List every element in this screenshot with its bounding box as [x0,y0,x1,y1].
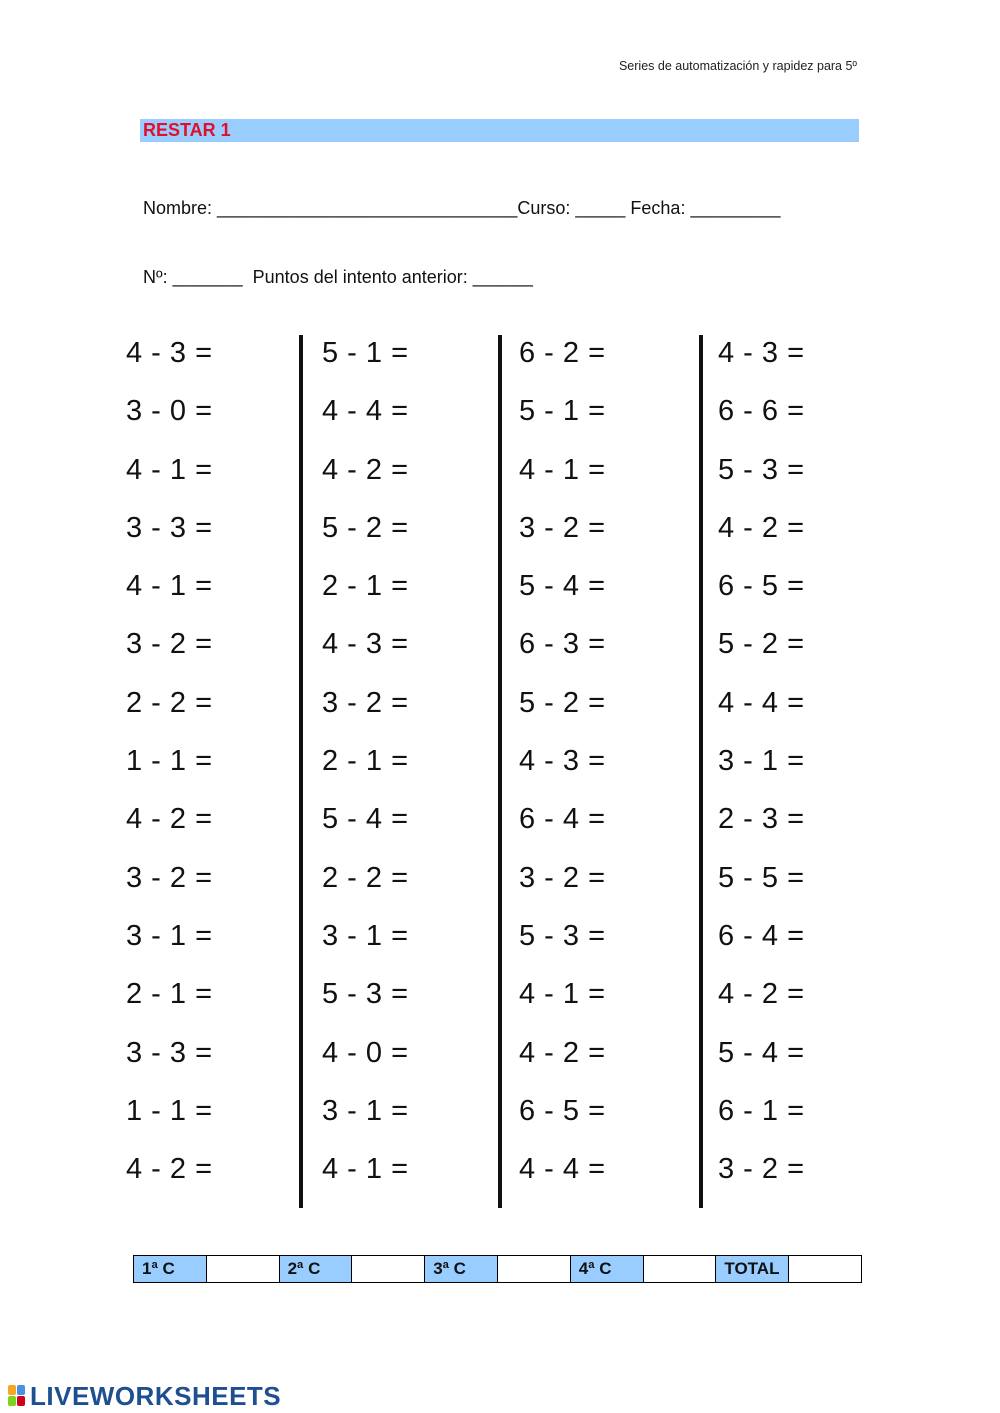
subtraction-exercise: 6 - 2 = [519,337,606,369]
subtraction-exercise: 4 - 0 = [322,1036,409,1069]
score-label-2: 2ª C [279,1256,352,1283]
subtraction-exercise: 5 - 2 = [322,511,409,544]
subtraction-exercise: 4 - 1 = [126,570,213,603]
subtraction-exercise: 4 - 2 = [126,1153,213,1186]
score-label-3: 3ª C [425,1256,498,1283]
score-cell-2[interactable] [352,1256,425,1283]
score-cell-4[interactable] [643,1256,716,1283]
subtraction-exercise: 4 - 3 = [322,628,409,661]
subtraction-exercise: 2 - 1 = [322,745,409,778]
title-bar [140,119,859,142]
exercise-column-1 [126,330,213,1204]
score-cell-total[interactable] [789,1256,862,1283]
score-label-4: 4ª C [570,1256,643,1283]
subtraction-exercise: 2 - 1 = [126,978,213,1011]
subtraction-exercise: 3 - 1 = [322,919,409,952]
subtraction-exercise: 5 - 1 = [519,395,606,428]
subtraction-exercise: 4 - 1 = [519,978,606,1011]
subtraction-exercise: 2 - 2 = [322,861,409,894]
subtraction-exercise: 4 - 2 = [322,453,409,486]
subtraction-exercise: 6 - 5 = [519,1094,606,1127]
subtraction-exercise: 4 - 2 = [718,978,805,1011]
subtraction-exercise: 1 - 1 = [126,1094,213,1127]
subtraction-exercise: 5 - 1 = [322,337,409,369]
exercise-column-3 [519,330,606,1204]
subtraction-exercise: 4 - 1 = [519,453,606,486]
worksheet-title: RESTAR 1 [143,120,231,140]
score-cell-3[interactable] [497,1256,570,1283]
number-previous-score-line[interactable]: Nº: _______ Puntos del intento anterior: ______ [143,267,533,287]
subtraction-exercise: 3 - 1 = [718,745,805,778]
subtraction-exercise: 4 - 1 = [322,1153,409,1186]
subtraction-exercise: 4 - 4 = [322,395,409,428]
subtraction-exercise: 4 - 3 = [519,745,606,778]
subtraction-exercise: 4 - 2 = [126,803,213,836]
subtraction-exercise: 4 - 3 = [126,337,213,369]
subtraction-exercise: 4 - 2 = [718,511,805,544]
subtraction-exercise: 6 - 5 = [718,570,805,603]
header-note: Series de automatización y rapidez para 5º [618,59,857,73]
score-cell-1[interactable] [206,1256,279,1283]
subtraction-exercise: 5 - 5 = [718,861,805,894]
subtraction-exercise: 3 - 2 = [322,686,409,719]
exercise-column-2 [322,330,409,1204]
subtraction-exercise: 3 - 0 = [126,395,213,428]
subtraction-exercise: 5 - 4 = [519,570,606,603]
subtraction-exercise: 6 - 4 = [519,803,606,836]
name-course-date-line[interactable]: Nombre: ______________________________Curso: _____ Fecha: _________ [143,198,781,218]
subtraction-exercise: 2 - 3 = [718,803,805,836]
subtraction-exercise: 4 - 3 = [718,337,805,369]
subtraction-exercise: 3 - 3 = [126,1036,213,1069]
score-label-1: 1ª C [134,1256,207,1283]
subtraction-exercise: 4 - 1 = [126,453,213,486]
logo-text: LIVEWORKSHEETS [30,1380,282,1411]
subtraction-exercise: 4 - 4 = [718,686,805,719]
score-label-total: TOTAL [716,1256,789,1283]
liveworksheets-logo [8,1381,281,1411]
subtraction-exercise: 3 - 2 = [519,861,606,894]
column-divider [699,335,703,1208]
column-divider [498,335,502,1208]
subtraction-exercise: 2 - 2 = [126,686,213,719]
subtraction-exercise: 6 - 3 = [519,628,606,661]
subtraction-exercise: 5 - 4 = [322,803,409,836]
subtraction-exercise: 4 - 4 = [519,1153,606,1186]
subtraction-exercise: 5 - 3 = [519,919,606,952]
subtraction-exercise: 6 - 6 = [718,395,805,428]
subtraction-exercise: 3 - 2 = [126,628,213,661]
liveworksheets-mark-icon [8,1385,26,1407]
column-divider [299,335,303,1208]
subtraction-exercise: 5 - 3 = [718,453,805,486]
subtraction-exercise: 3 - 3 = [126,511,213,544]
subtraction-exercise: 1 - 1 = [126,745,213,778]
score-table [133,1255,862,1283]
subtraction-exercise: 3 - 1 = [126,919,213,952]
subtraction-exercise: 5 - 4 = [718,1036,805,1069]
subtraction-exercise: 6 - 1 = [718,1094,805,1127]
exercise-column-4 [718,330,805,1204]
subtraction-exercise: 5 - 3 = [322,978,409,1011]
subtraction-exercise: 2 - 1 = [322,570,409,603]
subtraction-exercise: 3 - 1 = [322,1094,409,1127]
subtraction-exercise: 4 - 2 = [519,1036,606,1069]
subtraction-exercise: 6 - 4 = [718,919,805,952]
subtraction-exercise: 3 - 2 = [126,861,213,894]
subtraction-exercise: 3 - 2 = [718,1153,805,1186]
subtraction-exercise: 3 - 2 = [519,511,606,544]
subtraction-exercise: 5 - 2 = [718,628,805,661]
subtraction-exercise: 5 - 2 = [519,686,606,719]
